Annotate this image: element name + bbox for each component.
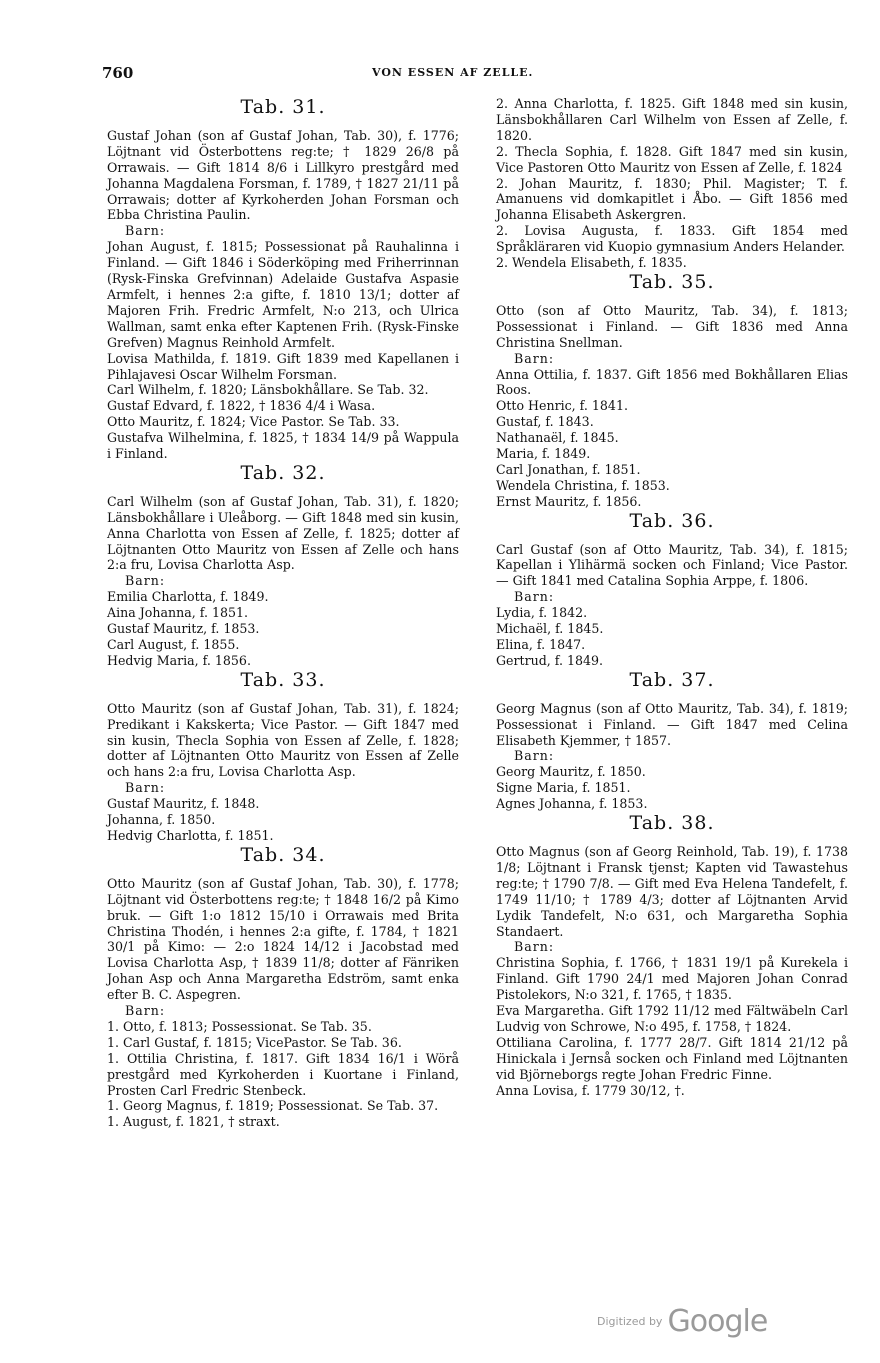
child-entry: Emilia Charlotta, f. 1849. [107,589,269,605]
child-entry: Nathanaël, f. 1845. [496,430,619,446]
child-entry: 2. Johan Mauritz, f. 1830; Phil. Magister; T. f. Amanuens vid domkapitlet i Åbo. — Gift 1856 med Johanna Elisabeth Askergren. [496,175,848,223]
running-title: VON ESSEN AF ZELLE. [372,66,534,79]
children-label: Barn: [514,748,555,764]
tab-section [107,668,459,844]
child-entry: 1. August, f. 1821, † straxt. [107,1114,280,1130]
child-entry: Gustaf Mauritz, f. 1848. [107,796,260,812]
child-entry: Eva Margaretha. Gift 1792 11/12 med Fältwäbeln Carl Ludvig von Schrowe, N:o 495, f. 1758, † 1824. [496,1003,848,1034]
child-entry: Elina, f. 1847. [496,637,586,652]
tab-heading: Tab. 37. [629,668,715,691]
child-entry: Johanna, f. 1850. [107,812,216,828]
watermark-brand: Google [667,1304,768,1339]
google-watermark [597,1304,767,1339]
person-entry: Carl Wilhelm (son af Gustaf Johan, Tab. 31), f. 1820; Länsbokhållare i Uleåborg. — Gift 1848 med sin kusin, Anna Charlotta von Essen af Zelle, f. 1825; dotter af Löjtnanten Otto Mauritz von Essen af Zelle och hans 2:a fru, Lovisa Charlotta Asp. [107,493,459,573]
tab-section [496,270,848,510]
child-entry: Gustafva Wilhelmina, f. 1825, † 1834 14/9 på Wappula i Finland. [107,430,459,462]
person-entry: Otto Mauritz (son af Gustaf Johan, Tab. 31), f. 1824; Predikant i Kakskerta; Vice Pastor. — Gift 1847 med sin kusin, Thecla Sophia von Essen af Zelle, f. 1828; dotter af Löjtnanten Otto Mauritz von Essen af Zelle och hans 2:a fru, Lovisa Charlotta Asp. [107,700,459,780]
child-entry: Ernst Mauritz, f. 1856. [496,493,642,509]
child-entry: Carl Jonathan, f. 1851. [496,461,641,477]
child-entry: Gustaf Edvard, f. 1822, † 1836 4/4 i Wasa. [107,398,376,414]
running-header [102,64,842,84]
child-entry: Wendela Christina, f. 1853. [496,477,670,493]
child-entry: Anna Lovisa, f. 1779 30/12, †. [496,1082,685,1098]
watermark-prefix: Digitized by [597,1315,663,1328]
tab-section [496,812,848,1098]
child-entry: Carl Wilhelm, f. 1820; Länsbokhållare. Se Tab. 32. [107,382,429,398]
tab-section [107,96,459,462]
left-column [107,96,459,1130]
child-entry: 1. Ottilia Christina, f. 1817. Gift 1834 16/1 i Wörå prestgård med Kyrkoherden i Kuortane i Finland, Prosten Carl Fredric Stenbeck. [107,1050,459,1098]
tab-heading: Tab. 32. [240,461,326,484]
child-entry: 1. Carl Gustaf, f. 1815; VicePastor. Se Tab. 36. [107,1034,402,1050]
person-entry: Georg Magnus (son af Otto Mauritz, Tab. 34), f. 1819; Possessionat i Finland. — Gift 1847 med Celina Elisabeth Kjemmer, † 1857. [496,700,848,748]
tab-heading: Tab. 38. [629,812,715,835]
tab-heading: Tab. 31. [240,96,326,118]
children-label: Barn: [125,780,166,796]
child-entry: 2. Wendela Elisabeth, f. 1835. [496,255,687,271]
tab-section [496,668,848,812]
child-entry: Hedvig Maria, f. 1856. [107,652,251,668]
tab-heading: Tab. 36. [629,509,715,532]
child-entry: Michaël, f. 1845. [496,621,604,637]
children-label: Barn: [125,573,166,589]
child-entry: Christina Sophia, f. 1766, † 1831 19/1 på Kurekela i Finland. Gift 1790 24/1 med Majoren Johan Conrad Pistolekors, N:o 321, f. 1765, † 1835. [496,955,848,1003]
person-entry: Otto Mauritz (son af Gustaf Johan, Tab. 30), f. 1778; Löjtnant vid Österbottens reg:te; † 1848 16/2 på Kimo bruk. — Gift 1:o 1812 15/10 i Orrawais med Brita Christina Thodén, i hennes 2:a gifte, f. 1784, † 1821 30/1 på Kimo: — 2:o 1824 14/12 i Jacobstad med Lovisa Charlotta Asp, † 1839 11/8; dotter af Fänriken Johan Asp och Anna Margaretha Edström, samt enka efter B. C. Aspegren. [107,875,459,1003]
child-entry: 1. Otto, f. 1813; Possessionat. Se Tab. 35. [107,1018,372,1034]
child-entry: Carl August, f. 1855. [107,637,240,652]
child-entry: Georg Mauritz, f. 1850. [496,764,646,780]
page-number: 760 [102,64,134,82]
child-entry: Gustaf Mauritz, f. 1853. [107,621,260,637]
tab-heading: Tab. 34. [240,843,326,866]
child-entry: Gertrud, f. 1849. [496,652,604,668]
person-entry: Otto Magnus (son af Georg Reinhold, Tab. 19), f. 1738 1/8; Löjtnant i Fransk tjenst; Kapten vid Tawastehus reg:te; † 1790 7/8. — Gift med Eva Helena Tandefelt, f. 1749 11/10; † 1789 4/3; dotter af Löjtnanten Arvid Lydik Tandefelt, N:o 631, och Margaretha Sophia Standaert. [496,843,848,939]
children-label: Barn: [125,223,166,239]
child-entry: Agnes Johanna, f. 1853. [496,796,648,812]
person-entry: Carl Gustaf (son af Otto Mauritz, Tab. 34), f. 1815; Kapellan i Ylihärmä socken och Finland; Vice Pastor. — Gift 1841 med Catalina Sophia Arppe, f. 1806. [496,541,848,589]
child-entry: Signe Maria, f. 1851. [496,780,631,796]
child-entry: Otto Henric, f. 1841. [496,398,628,414]
child-entry: 2. Lovisa Augusta, f. 1833. Gift 1854 med Språkläraren vid Kuopio gymnasium Anders Helander. [496,223,848,255]
child-entry: Johan August, f. 1815; Possessionat på Rauhalinna i Finland. — Gift 1846 i Söderköping med Friherrinnan (Rysk-Finska Grefvinnan) Adelaide Gustafva Aspasie Armfelt, i hennes 2:a gifte, f. 1810 13/1; dotter af Majoren Frih. Fredric Armfelt, N:o 213, och Ulrica Wallman, samt enka efter Kaptenen Frih. (Rysk-Finske Grefven) Magnus Reinhold Armfelt. [107,239,459,350]
child-entry: Aina Johanna, f. 1851. [107,605,249,621]
children-label: Barn: [514,939,555,955]
child-entry: Anna Ottilia, f. 1837. Gift 1856 med Bokhållaren Elias Roos. [496,366,848,398]
child-entry: 2. Thecla Sophia, f. 1828. Gift 1847 med sin kusin, Vice Pastoren Otto Mauritz von Essen af Zelle, f. 1824 [496,143,848,175]
tab-section [496,96,848,271]
children-label: Barn: [514,350,555,366]
child-entry: Lydia, f. 1842. [496,605,588,621]
child-entry: 2. Anna Charlotta, f. 1825. Gift 1848 med sin kusin, Länsbokhållaren Carl Wilhelm von Essen af Zelle, f. 1820. [496,96,848,143]
child-entry: Hedvig Charlotta, f. 1851. [107,827,274,843]
child-entry: Gustaf, f. 1843. [496,414,594,430]
child-entry: Lovisa Mathilda, f. 1819. Gift 1839 med Kapellanen i Pihlajavesi Oscar Wilhelm Forsman. [107,350,459,382]
child-entry: Otto Mauritz, f. 1824; Vice Pastor. Se Tab. 33. [107,414,400,430]
tab-heading: Tab. 33. [240,668,326,691]
tab-section [107,843,459,1130]
tab-heading: Tab. 35. [629,270,715,293]
tab-section [496,509,848,669]
children-label: Barn: [125,1003,166,1019]
children-label: Barn: [514,589,555,605]
child-entry: 1. Georg Magnus, f. 1819; Possessionat. Se Tab. 37. [107,1098,439,1114]
child-entry: Maria, f. 1849. [496,446,591,462]
person-entry: Gustaf Johan (son af Gustaf Johan, Tab. 30), f. 1776; Löjtnant vid Österbottens reg:te; † 1829 26/8 på Orrawais. — Gift 1814 8/6 i Lillkyro prestgård med Johanna Magdalena Forsman, f. 1789, † 1827 21/11 på Orrawais; dotter af Kyrkoherden Johan Forsman och Ebba Christina Paulin. [107,127,459,223]
person-entry: Otto (son af Otto Mauritz, Tab. 34), f. 1813; Possessionat i Finland. — Gift 1836 med Anna Christina Snellman. [496,302,848,350]
right-column [496,96,848,1098]
tab-section [107,461,459,669]
child-entry: Ottiliana Carolina, f. 1777 28/7. Gift 1814 21/12 på Hinickala i Jernså socken och Finland med Löjtnanten vid Björneborgs regte Johan Fredric Finne. [496,1034,848,1082]
